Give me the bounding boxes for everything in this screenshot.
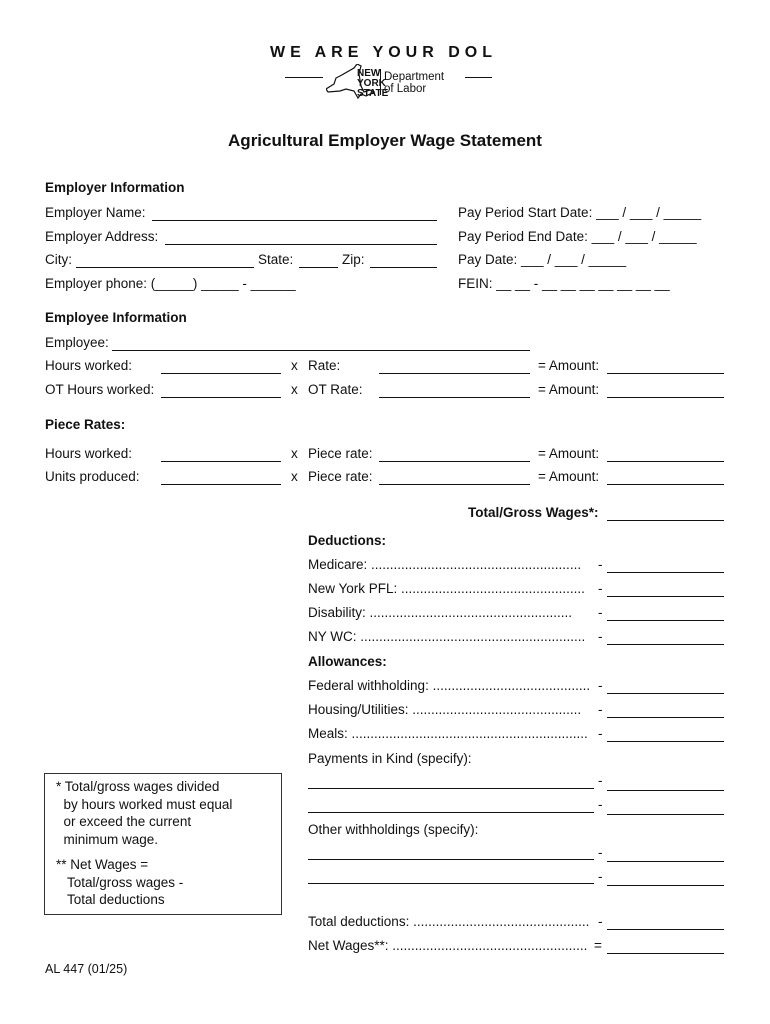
- units-produced-field[interactable]: [161, 484, 281, 485]
- total-deductions-field[interactable]: [607, 929, 724, 930]
- ny-wc-field[interactable]: [607, 644, 724, 645]
- other-amount-field-2[interactable]: [607, 885, 724, 886]
- gross-wages-label: Total/Gross Wages*:: [468, 505, 599, 520]
- minus-sign: -: [598, 914, 603, 929]
- department-name: [384, 71, 444, 95]
- city-label: City:: [45, 252, 72, 267]
- rate-label: Rate:: [308, 358, 341, 373]
- piece-rate-field-2[interactable]: [379, 484, 530, 485]
- pik-amount-field-1[interactable]: [607, 790, 724, 791]
- amount-field[interactable]: [607, 373, 724, 374]
- rate-field[interactable]: [379, 373, 530, 374]
- minus-sign: -: [598, 557, 603, 572]
- minus-sign: -: [598, 629, 603, 644]
- disability-field[interactable]: [607, 620, 724, 621]
- pik-specify-field-1[interactable]: [308, 788, 594, 789]
- piece-amount-field-2[interactable]: [607, 484, 724, 485]
- fein-field[interactable]: FEIN: __ __ - __ __ __ __ __ __ __: [458, 276, 670, 291]
- net-wages-field[interactable]: [607, 953, 724, 954]
- other-specify-field-2[interactable]: [308, 883, 594, 884]
- total-deductions-label: Total deductions: ...............................................: [308, 914, 590, 929]
- slogan: WE ARE YOUR DOL: [270, 44, 498, 61]
- piece-hours-label: Hours worked:: [45, 446, 133, 461]
- dept-line2: of Labor: [384, 83, 427, 95]
- minus-sign: -: [598, 773, 603, 788]
- footnote-minimum-wage: * Total/gross wages divided by hours worked must equal or exceed the current minimum wage.: [56, 779, 233, 847]
- state-mark-new: NEW: [357, 68, 381, 79]
- state-field[interactable]: [299, 267, 338, 268]
- allowances-heading: Allowances:: [308, 654, 387, 669]
- times-sign: x: [291, 446, 298, 461]
- piece-amount-field[interactable]: [607, 461, 724, 462]
- times-sign: x: [291, 382, 298, 397]
- hours-worked-label: Hours worked:: [45, 358, 133, 373]
- equals-sign: =: [594, 938, 602, 953]
- medicare-field[interactable]: [607, 572, 724, 573]
- other-withholdings-label: Other withholdings (specify):: [308, 822, 479, 837]
- state-mark-york: YORK: [357, 78, 386, 89]
- minus-sign: -: [598, 678, 603, 693]
- ot-amount-field[interactable]: [607, 397, 724, 398]
- dept-line1: Department: [384, 71, 445, 83]
- amount-label: = Amount:: [538, 382, 600, 397]
- minus-sign: -: [598, 726, 603, 741]
- employee-field[interactable]: [112, 350, 530, 351]
- federal-withholding-label: Federal withholding: ..........................................: [308, 678, 591, 693]
- units-produced-label: Units produced:: [45, 469, 140, 484]
- pay-period-end-field[interactable]: Pay Period End Date: ___ / ___ / _____: [458, 229, 697, 244]
- pay-period-start-field[interactable]: Pay Period Start Date: ___ / ___ / _____: [458, 205, 702, 220]
- zip-field[interactable]: [370, 267, 437, 268]
- ny-pfl-label: New York PFL: .................................................: [308, 581, 585, 596]
- ot-hours-field[interactable]: [161, 397, 281, 398]
- city-field[interactable]: [76, 267, 254, 268]
- form-id: AL 447 (01/25): [45, 962, 128, 976]
- ny-wc-label: NY WC: ............................................................: [308, 629, 586, 644]
- employer-name-label: Employer Name:: [45, 205, 146, 220]
- piece-rate-label: Piece rate:: [308, 469, 373, 484]
- minus-sign: -: [598, 869, 603, 884]
- logo-divider: [380, 69, 381, 95]
- piece-hours-field[interactable]: [161, 461, 281, 462]
- page-title: Agricultural Employer Wage Statement: [228, 131, 542, 150]
- piece-rates-heading: Piece Rates:: [45, 417, 126, 432]
- minus-sign: -: [598, 845, 603, 860]
- amount-label: = Amount:: [538, 358, 600, 373]
- ot-hours-label: OT Hours worked:: [45, 382, 155, 397]
- employee-heading: Employee Information: [45, 310, 187, 325]
- times-sign: x: [291, 358, 298, 373]
- times-sign: x: [291, 469, 298, 484]
- amount-label: = Amount:: [538, 469, 600, 484]
- pik-amount-field-2[interactable]: [607, 814, 724, 815]
- medicare-label: Medicare: ........................................................: [308, 557, 582, 572]
- employee-label: Employee:: [45, 335, 109, 350]
- zip-label: Zip:: [342, 252, 365, 267]
- pay-date-field[interactable]: Pay Date: ___ / ___ / _____: [458, 252, 627, 267]
- divider: [285, 77, 323, 78]
- minus-sign: -: [598, 797, 603, 812]
- state-mark-state: STATE: [357, 88, 389, 99]
- minus-sign: -: [598, 605, 603, 620]
- piece-rate-field[interactable]: [379, 461, 530, 462]
- disability-label: Disability: ......................................................: [308, 605, 573, 620]
- employer-phone-field[interactable]: Employer phone: (_____) _____ - ______: [45, 276, 296, 291]
- minus-sign: -: [598, 581, 603, 596]
- meals-field[interactable]: [607, 741, 724, 742]
- employer-address-label: Employer Address:: [45, 229, 159, 244]
- ot-rate-field[interactable]: [379, 397, 530, 398]
- hours-worked-field[interactable]: [161, 373, 281, 374]
- housing-utilities-label: Housing/Utilities: .............................................: [308, 702, 582, 717]
- employer-address-field[interactable]: [165, 244, 437, 245]
- employer-name-field[interactable]: [152, 220, 437, 221]
- divider: [465, 77, 492, 78]
- pik-specify-field-2[interactable]: [308, 812, 594, 813]
- ny-pfl-field[interactable]: [607, 596, 724, 597]
- state-label: State:: [258, 252, 294, 267]
- housing-utilities-field[interactable]: [607, 717, 724, 718]
- net-wages-label: Net Wages**: ....................................................: [308, 938, 588, 953]
- federal-withholding-field[interactable]: [607, 693, 724, 694]
- footnote-net-wages: ** Net Wages = Total/gross wages - Total deductions: [56, 857, 184, 907]
- amount-label: = Amount:: [538, 446, 600, 461]
- deductions-heading: Deductions:: [308, 533, 387, 548]
- minus-sign: -: [598, 702, 603, 717]
- other-specify-field-1[interactable]: [308, 859, 594, 860]
- meals-label: Meals: ...............................................................: [308, 726, 588, 741]
- piece-rate-label: Piece rate:: [308, 446, 373, 461]
- ot-rate-label: OT Rate:: [308, 382, 363, 397]
- payments-in-kind-label: Payments in Kind (specify):: [308, 751, 472, 766]
- other-amount-field-1[interactable]: [607, 861, 724, 862]
- gross-wages-field[interactable]: [607, 520, 724, 521]
- employer-heading: Employer Information: [45, 180, 185, 195]
